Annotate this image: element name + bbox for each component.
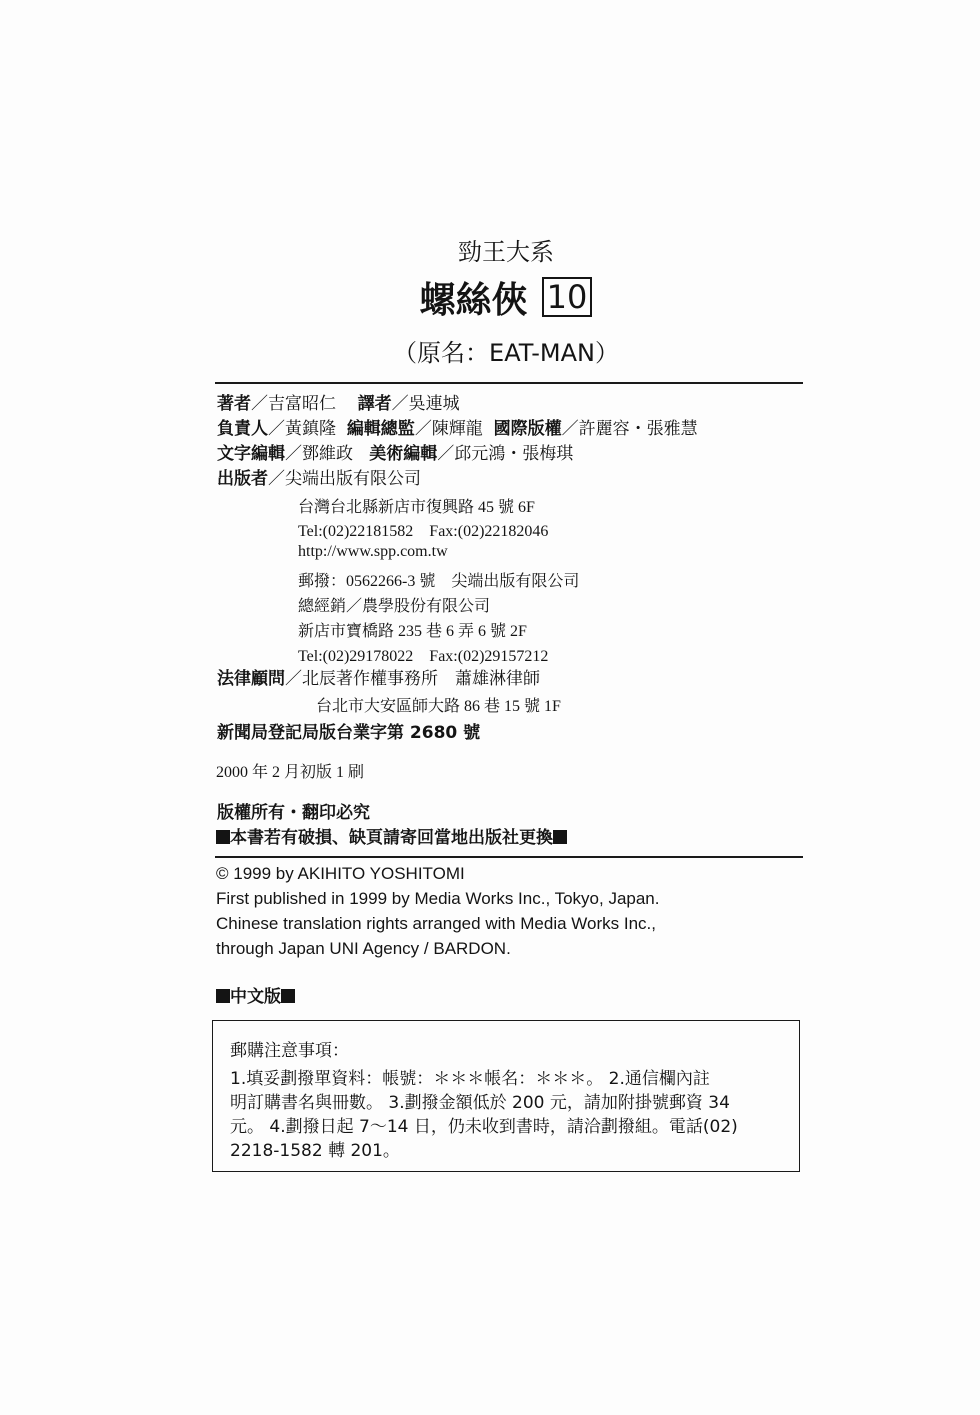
- copyright-line: © 1999 by AKIHITO YOSHITOMI: [216, 864, 465, 883]
- mail-order-line: 元。 4.劃撥日起 7～14 日，仍未收到書時，請洽劃撥組。電話(02): [230, 1117, 738, 1137]
- title-row: [0, 272, 980, 323]
- mail-order-line: 1.填妥劃撥單資料：帳號：＊＊＊帳名：＊＊＊。 2.通信欄內註: [230, 1069, 710, 1089]
- registration-number: 新聞局登記局版台業字第 2680 號: [217, 723, 481, 743]
- credit-label: 美術編輯: [369, 444, 438, 464]
- black-square-icon: [216, 830, 230, 844]
- black-square-icon: [553, 830, 567, 844]
- credit-label: 文字編輯: [217, 444, 285, 464]
- series-name: 勁王大系: [458, 238, 554, 266]
- credit-line-2: [217, 418, 698, 440]
- distributor: 總經銷／農學股份有限公司: [298, 598, 491, 615]
- credit-value: ／吳連城: [391, 394, 460, 414]
- volume-number: 10: [542, 277, 593, 317]
- black-square-icon: [216, 989, 230, 1003]
- postal-transfer: 郵撥：0562266-3 號 尖端出版有限公司: [298, 573, 580, 590]
- credit-value: ／陳輝龍: [414, 419, 483, 439]
- middle-divider: [215, 856, 803, 858]
- credit-value: ／尖端出版有限公司: [268, 469, 421, 489]
- top-divider: [215, 382, 803, 384]
- book-title: 螺絲俠: [419, 280, 528, 321]
- distributor-phone: Tel:(02)29178022 Fax:(02)29157212: [298, 648, 549, 665]
- credit-label: 譯者: [357, 394, 392, 414]
- rights-notice: 版權所有・翻印必究: [217, 803, 370, 823]
- publisher-line: [217, 468, 421, 490]
- credit-line-3: [217, 443, 573, 465]
- credit-line-1: [217, 393, 460, 415]
- publisher-website: http://www.spp.com.tw: [298, 543, 448, 560]
- first-published-line: First published in 1999 by Media Works Inc., Tokyo, Japan.: [216, 889, 660, 908]
- defect-notice-row: [216, 823, 567, 848]
- publisher-address: 台灣台北縣新店市復興路 45 號 6F: [298, 499, 535, 516]
- credit-label: 出版者: [217, 469, 268, 489]
- mail-order-line: 2218-1582 轉 201。: [230, 1141, 400, 1161]
- mail-order-line: 明訂購書名與冊數。 3.劃撥金額低於 200 元，請加附掛號郵資 34: [230, 1093, 730, 1113]
- translation-rights-line: Chinese translation rights arranged with Media Works Inc.,: [216, 914, 656, 933]
- credit-value: ／黃鎮隆: [268, 419, 336, 439]
- mail-order-title: 郵購注意事項：: [230, 1041, 349, 1061]
- credit-value: ／邱元鴻・張梅琪: [437, 444, 574, 464]
- credit-value: ／鄧維政: [285, 444, 353, 464]
- credit-label: 負責人: [217, 419, 268, 439]
- credit-value: ／許麗容・張雅慧: [561, 419, 698, 439]
- credit-value: ／北辰著作權事務所 蕭雄淋律師: [285, 669, 540, 689]
- credit-label: 著者: [217, 394, 251, 414]
- defect-notice: 本書若有破損、缺頁請寄回當地出版社更換: [230, 828, 553, 848]
- chinese-edition-row: [216, 982, 295, 1007]
- publisher-phone: Tel:(02)22181582 Fax:(02)22182046: [298, 523, 549, 540]
- credit-label: 國際版權: [493, 419, 562, 439]
- legal-counsel: [217, 668, 540, 690]
- edition-info: 2000 年 2 月初版 1 刷: [216, 764, 365, 781]
- chinese-edition-label: 中文版: [230, 987, 281, 1007]
- credit-label: 法律顧問: [217, 669, 285, 689]
- credit-label: 編輯總監: [346, 419, 415, 439]
- legal-address: 台北市大安區師大路 86 巷 15 號 1F: [316, 698, 561, 715]
- agency-line: through Japan UNI Agency / BARDON.: [216, 939, 511, 958]
- credit-value: ／吉富昭仁: [251, 394, 336, 414]
- original-title: （原名：EAT-MAN）: [393, 339, 619, 367]
- distributor-address: 新店市寶橋路 235 巷 6 弄 6 號 2F: [298, 623, 527, 640]
- black-square-icon: [281, 989, 295, 1003]
